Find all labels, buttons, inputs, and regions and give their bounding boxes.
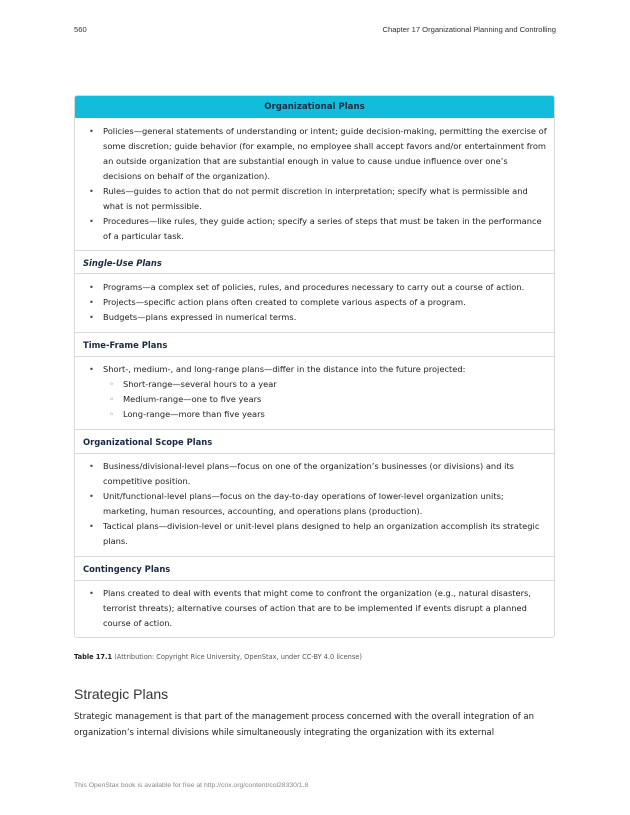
section-heading-strategic-plans: Strategic Plans bbox=[74, 686, 169, 702]
time-frame-list bbox=[89, 362, 548, 422]
list-item: • Rules—guides to action that do not permit discretion in interpretation; specify what is permissible and what is not permissible. bbox=[89, 184, 548, 214]
divider bbox=[75, 250, 554, 251]
chapter-title: Chapter 17 Organizational Planning and Controlling bbox=[382, 25, 556, 34]
divider bbox=[75, 429, 554, 430]
divider bbox=[75, 453, 554, 454]
divider bbox=[75, 356, 554, 357]
list-item: • Policies—general statements of understanding or intent; guide decision-making, permitting the exercise of some discretion; guide behavior (for example, no employee shall accept favors and/or entertainment from an outside organization that are substantial enough in value to cause undue influence over one’s decisions on behalf of the organization). bbox=[89, 124, 548, 184]
caption-text: (Attribution: Copyright Rice University, OpenStax, under CC-BY 4.0 license) bbox=[114, 653, 362, 661]
divider bbox=[75, 556, 554, 557]
list-item: • Projects—specific action plans often created to complete various aspects of a program. bbox=[89, 295, 548, 310]
contingency-list bbox=[89, 586, 548, 631]
caption-label: Table 17.1 bbox=[74, 653, 113, 661]
section-heading-single-use: Single-Use Plans bbox=[83, 258, 162, 268]
page-footer: This OpenStax book is available for free at http://cnx.org/content/col28330/1.8 bbox=[74, 782, 309, 789]
list-item: • Plans created to deal with events that might come to confront the organization (e.g., natural disasters, terrorist threats); alternative courses of action that are to be implemented if events disrupt a planned course of action. bbox=[89, 586, 548, 631]
divider bbox=[75, 580, 554, 581]
standing-plans-list bbox=[89, 124, 548, 244]
list-item: • Procedures—like rules, they guide action; specify a series of steps that must be taken in the performance of a particular task. bbox=[89, 214, 548, 244]
sub-list-item: ◦ Long-range—more than five years bbox=[89, 407, 548, 422]
sub-list-item: ◦ Medium-range—one to five years bbox=[89, 392, 548, 407]
single-use-list bbox=[89, 280, 548, 325]
section-heading-time-frame: Time-Frame Plans bbox=[83, 340, 168, 350]
list-item: • Tactical plans—division-level or unit-level plans designed to help an organization accomplish its strategic plans. bbox=[89, 519, 548, 549]
table-caption bbox=[74, 653, 362, 661]
divider bbox=[75, 273, 554, 274]
table-title: Organizational Plans bbox=[75, 96, 554, 118]
organizational-plans-table bbox=[74, 95, 555, 638]
list-item: • Programs—a complex set of policies, rules, and procedures necessary to carry out a course of action. bbox=[89, 280, 548, 295]
divider bbox=[75, 332, 554, 333]
section-heading-scope: Organizational Scope Plans bbox=[83, 437, 213, 447]
page-number: 560 bbox=[74, 25, 87, 34]
body-paragraph: Strategic management is that part of the management process concerned with the overall integration of an organization’s internal divisions while simultaneously integrating the organization with its external bbox=[74, 712, 534, 738]
scope-list bbox=[89, 459, 548, 549]
list-item: • Short-, medium-, and long-range plans—differ in the distance into the future projected: bbox=[89, 362, 548, 377]
sub-list-item: ◦ Short-range—several hours to a year bbox=[89, 377, 548, 392]
list-item: • Budgets—plans expressed in numerical terms. bbox=[89, 310, 548, 325]
list-item: • Unit/functional-level plans—focus on the day-to-day operations of lower-level organization units; marketing, human resources, accounting, and operations plans (production). bbox=[89, 489, 548, 519]
section-heading-contingency: Contingency Plans bbox=[83, 564, 171, 574]
list-item: • Business/divisional-level plans—focus on one of the organization’s businesses (or divisions) and its competitive position. bbox=[89, 459, 548, 489]
